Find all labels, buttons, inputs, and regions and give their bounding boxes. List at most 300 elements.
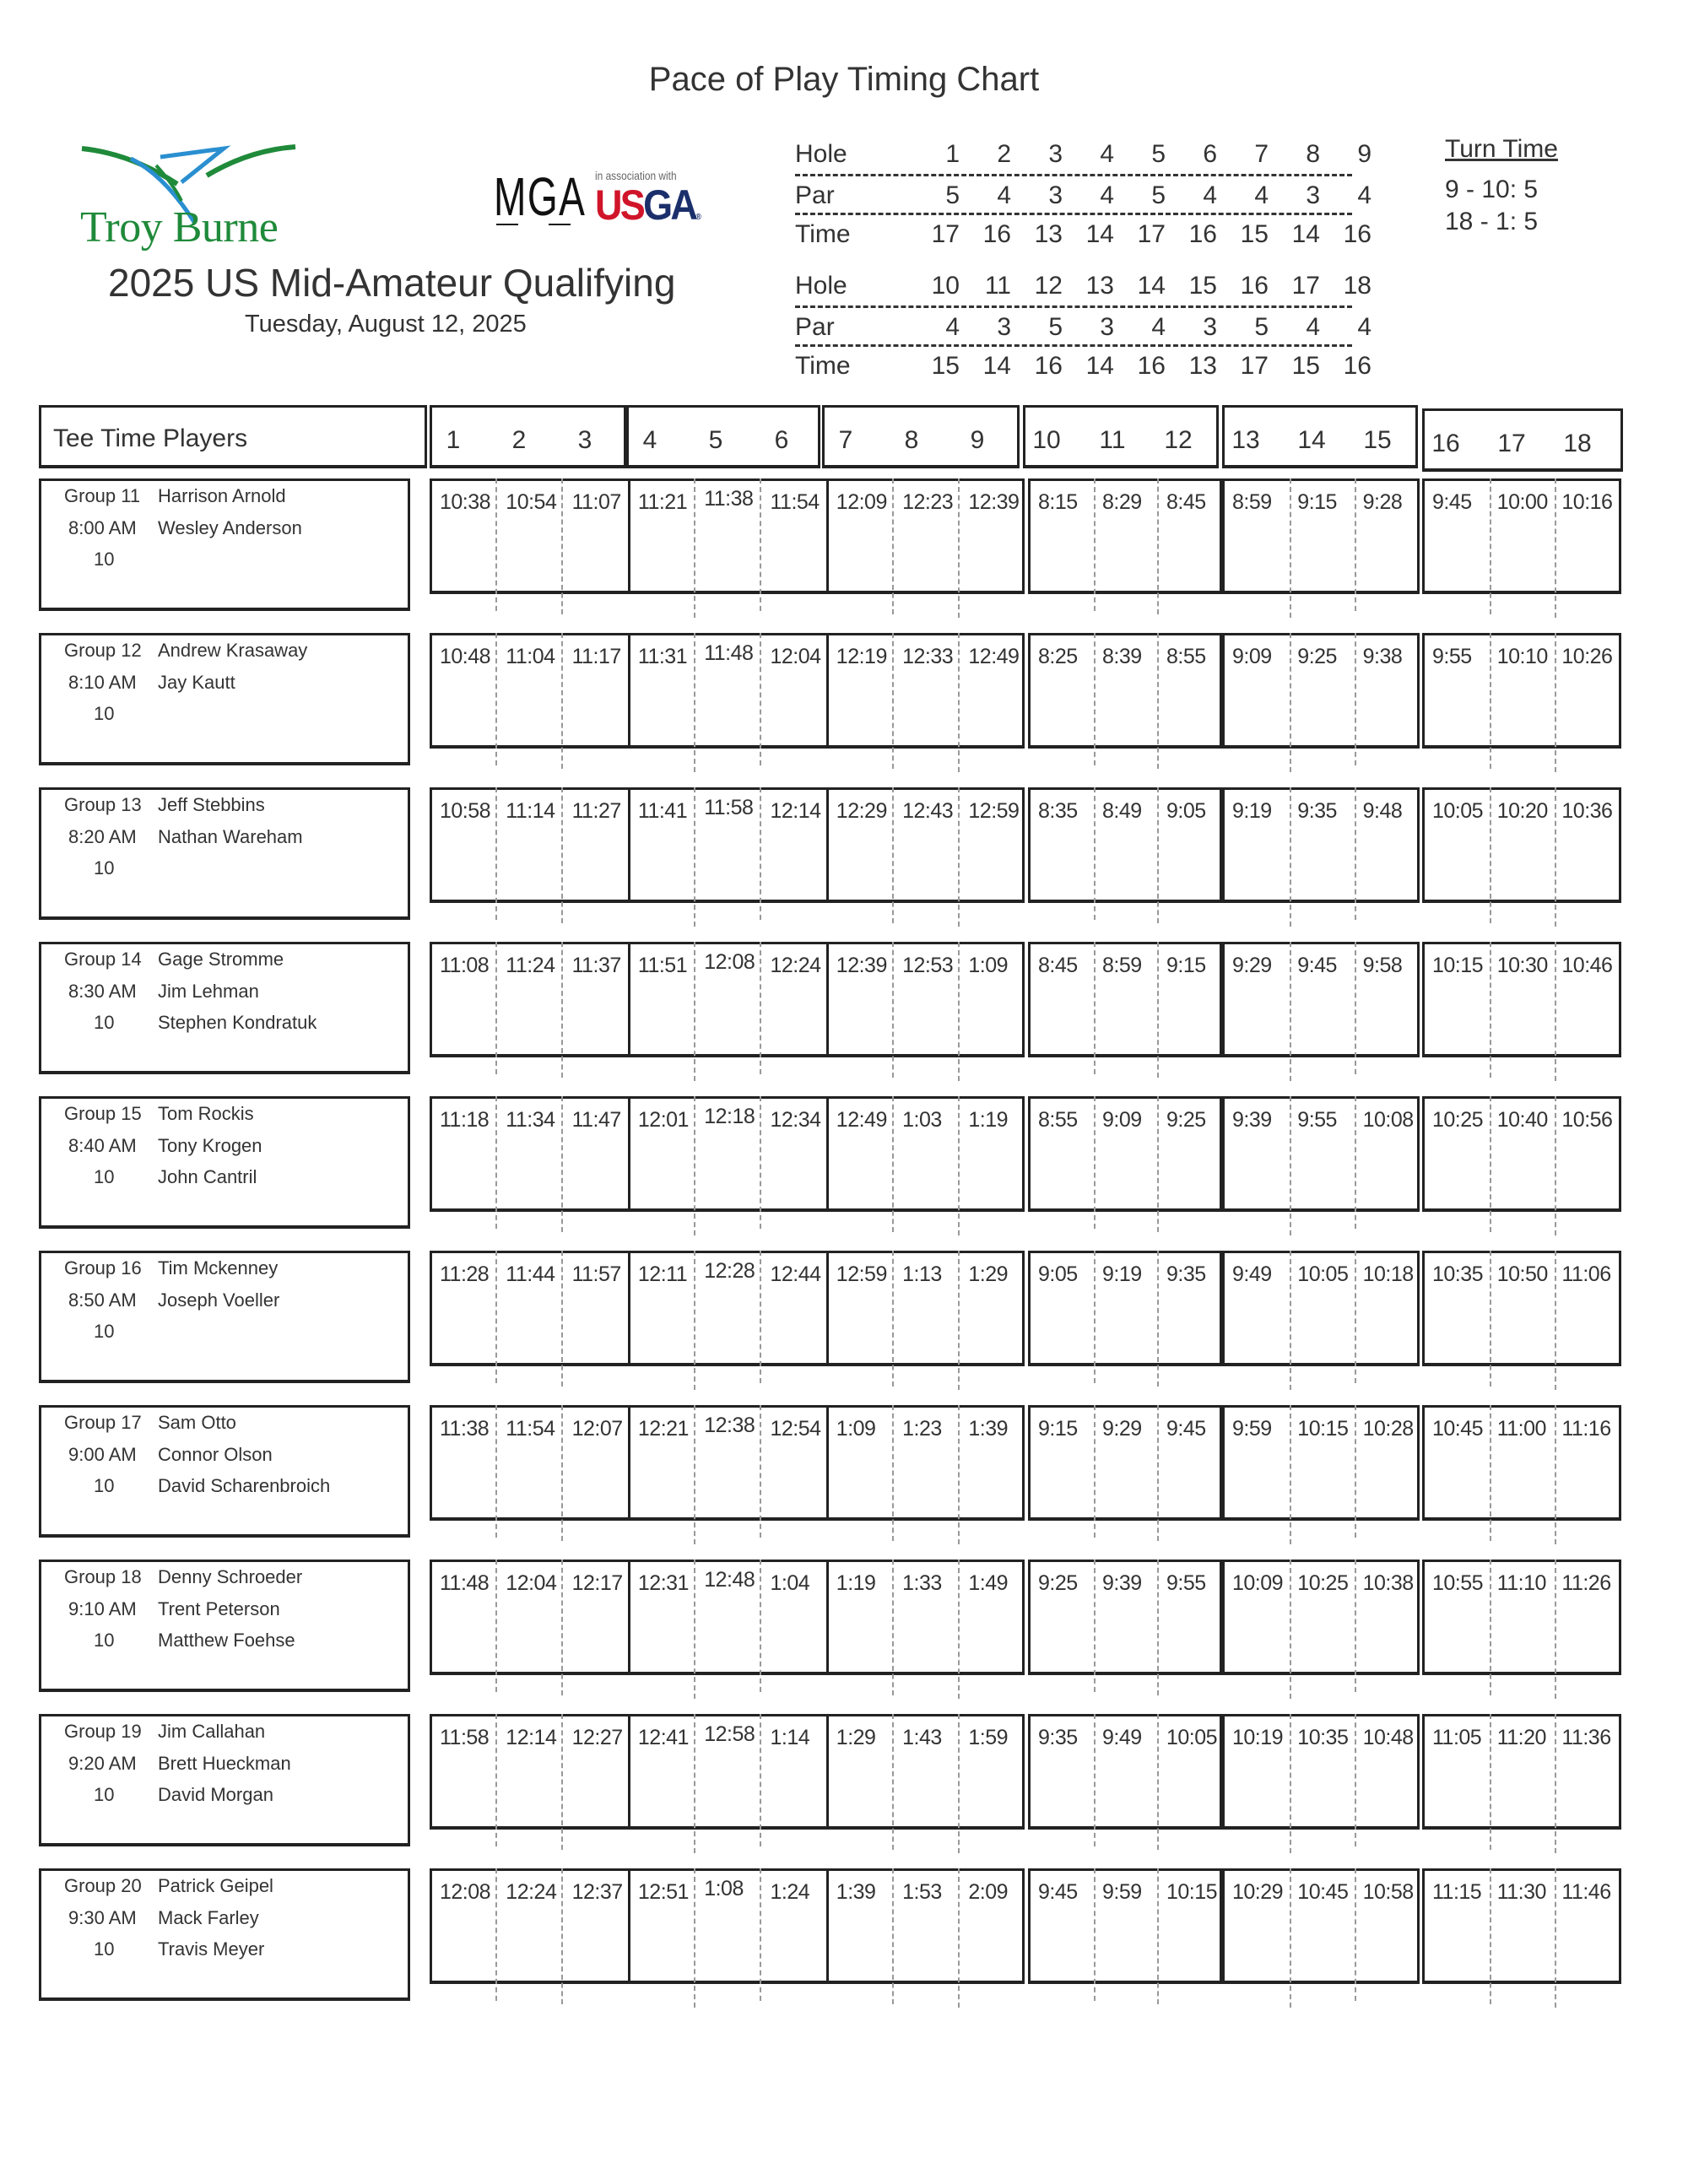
hole-group-divider	[628, 1251, 630, 1366]
tee-time: 8:50 AM	[68, 1289, 137, 1311]
hole-info-value: 5	[1254, 313, 1269, 341]
hole-column-divider	[1355, 1714, 1356, 1846]
hole-target-time: 11:24	[506, 954, 555, 977]
hole-target-time: 9:28	[1362, 490, 1403, 514]
hole-target-time: 9:25	[1166, 1108, 1206, 1132]
hole-target-time: 12:14	[506, 1726, 557, 1749]
hole-target-time: 1:04	[770, 1571, 810, 1595]
hole-info-value: 17	[1137, 220, 1166, 248]
hole-column-divider	[892, 633, 894, 769]
hole-number: 2	[511, 426, 527, 454]
hole-info-value: 4	[1254, 181, 1269, 209]
event-title: 2025 US Mid-Amateur Qualifying	[108, 261, 676, 305]
player-name: Mack Farley	[158, 1907, 259, 1928]
hole-target-time: 12:38	[704, 1414, 755, 1437]
player-name: Trent Peterson	[158, 1598, 280, 1619]
hole-info-label: Hole	[795, 140, 847, 168]
hole-number: 13	[1231, 426, 1260, 454]
hole-target-time: 9:05	[1166, 799, 1206, 823]
hole-target-time: 10:58	[1362, 1880, 1414, 1904]
hole-target-time: 11:46	[1561, 1880, 1611, 1904]
hole-target-time: 10:58	[440, 799, 491, 823]
hole-info-value: 13	[1188, 352, 1217, 380]
hole-target-time: 1:43	[902, 1726, 942, 1749]
hole-target-time: 1:19	[968, 1108, 1009, 1132]
hole-target-time: 8:39	[1102, 645, 1142, 668]
hole-target-time: 12:28	[704, 1259, 755, 1283]
turn-time-line: 9 - 10: 5	[1445, 176, 1539, 203]
hole-target-time: 9:59	[1102, 1880, 1142, 1904]
hole-info-value: 9	[1357, 140, 1372, 168]
group-info-box	[39, 1251, 410, 1383]
hole-info-value: 13	[1085, 272, 1114, 300]
usga-us: US	[595, 181, 644, 229]
group-label: Group 13	[64, 794, 142, 815]
hole-info-value: 16	[1240, 272, 1269, 300]
hole-column-divider	[892, 942, 894, 1078]
hole-target-time: 11:44	[506, 1262, 555, 1286]
hole-group-divider	[628, 1868, 630, 1984]
hole-target-time: 12:53	[902, 954, 954, 977]
hole-info-value: 14	[1137, 272, 1166, 300]
hole-info-row-time	[795, 213, 1372, 251]
hole-info-value: 17	[1291, 272, 1320, 300]
hole-target-time: 10:38	[1362, 1571, 1414, 1595]
hole-column-divider	[561, 1405, 563, 1541]
hole-info-value: 3	[1048, 140, 1063, 168]
hole-target-time: 11:18	[440, 1108, 490, 1132]
hole-target-time: 9:25	[1038, 1571, 1078, 1595]
hole-column-divider	[1157, 1251, 1159, 1387]
start-hole: 10	[94, 1475, 115, 1496]
hole-info-value: 16	[1343, 220, 1372, 248]
usga-logo	[595, 181, 701, 230]
hole-info-value: 16	[1188, 220, 1217, 248]
hole-column-divider	[1490, 1096, 1491, 1232]
hole-info-value: 5	[1151, 181, 1166, 209]
hole-target-time: 10:38	[440, 490, 491, 514]
hole-column-divider	[1094, 942, 1096, 1074]
hole-column-divider	[1355, 1096, 1356, 1229]
hole-column-divider	[1290, 1714, 1291, 1853]
hole-column-divider	[1355, 942, 1356, 1074]
hole-target-time: 10:18	[1362, 1262, 1414, 1286]
player-name: Jim Lehman	[158, 981, 259, 1002]
hole-target-time: 12:58	[704, 1722, 755, 1746]
hole-column-divider	[1490, 942, 1491, 1078]
hole-number: 6	[774, 426, 789, 454]
group-label: Group 12	[64, 640, 142, 661]
hole-column-divider	[694, 1714, 695, 1853]
hole-column-divider	[1157, 1096, 1159, 1232]
hole-target-time: 11:20	[1496, 1726, 1546, 1749]
hole-target-time: 12:31	[637, 1571, 689, 1595]
group-info-box	[39, 1560, 410, 1692]
hole-target-time: 9:05	[1038, 1262, 1078, 1286]
hole-target-time: 10:09	[1232, 1571, 1284, 1595]
hole-target-time: 10:10	[1496, 645, 1548, 668]
hole-column-divider	[694, 478, 695, 618]
hole-target-time: 1:59	[968, 1726, 1009, 1749]
start-hole: 10	[94, 703, 115, 724]
hole-number: 11	[1099, 426, 1126, 454]
player-name: Denny Schroeder	[158, 1566, 303, 1587]
hole-group-divider	[628, 478, 630, 594]
hole-column-divider	[958, 478, 960, 618]
hole-column-divider	[958, 633, 960, 772]
hole-target-time: 11:10	[1496, 1571, 1546, 1595]
hole-target-time: 12:08	[440, 1880, 491, 1904]
hole-group-header-5	[1222, 405, 1418, 468]
hole-column-divider	[561, 1096, 563, 1232]
hole-target-time: 11:34	[506, 1108, 555, 1132]
hole-column-divider	[1555, 1868, 1556, 2008]
hole-column-divider	[760, 1868, 761, 2001]
hole-column-divider	[1094, 1251, 1096, 1383]
hole-info-row-holes	[795, 267, 1372, 305]
hole-target-time: 10:05	[1297, 1262, 1349, 1286]
hole-target-time: 11:30	[1496, 1880, 1546, 1904]
hole-target-time: 12:18	[704, 1105, 755, 1128]
hole-target-time: 11:14	[506, 799, 555, 823]
hole-column-divider	[495, 1405, 497, 1538]
hole-target-time: 11:05	[1432, 1726, 1482, 1749]
hole-column-divider	[1555, 1405, 1556, 1544]
hole-target-time: 11:38	[704, 487, 754, 511]
hole-target-time: 9:35	[1166, 1262, 1206, 1286]
hole-info-value: 3	[1048, 181, 1063, 209]
tee-time: 8:30 AM	[68, 981, 137, 1002]
hole-column-divider	[1555, 1560, 1556, 1699]
hole-target-time: 9:19	[1102, 1262, 1142, 1286]
hole-target-time: 9:15	[1166, 954, 1206, 977]
hole-info-value: 11	[984, 272, 1011, 300]
group-label: Group 16	[64, 1257, 142, 1279]
hole-column-divider	[1094, 1405, 1096, 1538]
hole-target-time: 12:19	[836, 645, 887, 668]
turn-time-line: 18 - 1: 5	[1445, 208, 1539, 235]
hole-column-divider	[1094, 1096, 1096, 1229]
hole-target-time: 10:35	[1432, 1262, 1484, 1286]
hole-target-time: 1:09	[968, 954, 1009, 977]
hole-column-divider	[694, 1251, 695, 1390]
hole-target-time: 1:23	[902, 1417, 942, 1441]
hole-target-time: 12:33	[902, 645, 954, 668]
hole-target-time: 8:55	[1166, 645, 1206, 668]
hole-target-time: 12:54	[770, 1417, 821, 1441]
hole-target-time: 11:51	[637, 954, 688, 977]
hole-column-divider	[1094, 1868, 1096, 2001]
hole-group-header-4	[1023, 405, 1219, 468]
hole-target-time: 12:34	[770, 1108, 821, 1132]
hole-column-divider	[1490, 1868, 1491, 2004]
hole-column-divider	[1355, 1405, 1356, 1538]
hole-group-header-1	[430, 405, 626, 468]
hole-target-time: 11:26	[1561, 1571, 1611, 1595]
hole-column-divider	[892, 1714, 894, 1850]
hole-target-time: 1:33	[902, 1571, 942, 1595]
hole-target-time: 12:14	[770, 799, 821, 823]
hole-target-time: 11:48	[440, 1571, 490, 1595]
hole-target-time: 12:48	[704, 1568, 755, 1592]
hole-column-divider	[892, 478, 894, 614]
hole-column-divider	[694, 787, 695, 927]
group-info-box	[39, 1096, 410, 1229]
hole-target-time: 12:41	[637, 1726, 689, 1749]
hole-target-time: 1:53	[902, 1880, 942, 1904]
turn-time-panel	[1445, 135, 1558, 240]
hole-target-time: 11:07	[571, 490, 621, 514]
turn-time-heading: Turn Time	[1445, 135, 1558, 163]
hole-target-time: 11:21	[637, 490, 688, 514]
usga-ga: GA	[643, 181, 696, 229]
hole-number: 18	[1563, 430, 1592, 457]
hole-target-time: 10:00	[1496, 490, 1548, 514]
hole-info-value: 5	[945, 181, 960, 209]
group-info-box	[39, 478, 410, 611]
hole-column-divider	[892, 1096, 894, 1232]
hole-group-divider	[628, 942, 630, 1057]
hole-info-value: 7	[1254, 140, 1269, 168]
hole-info-front-nine	[795, 135, 1372, 251]
hole-target-time: 10:36	[1561, 799, 1613, 823]
start-hole: 10	[94, 1012, 115, 1033]
hole-column-divider	[1290, 478, 1291, 618]
hole-target-time: 9:25	[1297, 645, 1337, 668]
hole-info-value: 2	[997, 140, 1011, 168]
hole-target-time: 12:04	[506, 1571, 557, 1595]
hole-info-value: 4	[1357, 313, 1372, 341]
hole-column-divider	[1157, 478, 1159, 614]
hole-column-divider	[495, 1560, 497, 1692]
hole-target-time: 9:15	[1038, 1417, 1078, 1441]
start-hole: 10	[94, 1630, 115, 1651]
hole-target-time: 10:25	[1297, 1571, 1349, 1595]
hole-info-row-time	[795, 344, 1372, 383]
hole-group-divider	[826, 787, 829, 903]
hole-column-divider	[1157, 1714, 1159, 1850]
hole-target-time: 9:35	[1297, 799, 1337, 823]
hole-info-value: 5	[1048, 313, 1063, 341]
hole-column-divider	[760, 942, 761, 1074]
hole-target-time: 11:27	[571, 799, 621, 823]
hole-target-time: 10:26	[1561, 645, 1613, 668]
hole-target-time: 9:35	[1038, 1726, 1078, 1749]
hole-target-time: 10:20	[1496, 799, 1548, 823]
hole-column-divider	[495, 1714, 497, 1846]
hole-number: 3	[577, 426, 592, 454]
usga-reg: ®	[695, 213, 701, 222]
hole-target-time: 12:09	[836, 490, 887, 514]
player-name: David Morgan	[158, 1784, 273, 1805]
hole-info-value: 6	[1203, 140, 1217, 168]
hole-target-time: 10:19	[1232, 1726, 1284, 1749]
hole-column-divider	[1490, 787, 1491, 923]
hole-target-time: 12:59	[836, 1262, 887, 1286]
hole-target-time: 10:55	[1432, 1571, 1484, 1595]
hole-target-time: 9:59	[1232, 1417, 1272, 1441]
hole-target-time: 9:39	[1232, 1108, 1272, 1132]
hole-info-value: 1	[945, 140, 960, 168]
group-label: Group 20	[64, 1875, 142, 1896]
hole-column-divider	[1094, 1560, 1096, 1692]
hole-target-time: 12:08	[704, 950, 755, 974]
hole-target-time: 8:59	[1232, 490, 1272, 514]
hole-column-divider	[1355, 478, 1356, 611]
event-date: Tuesday, August 12, 2025	[245, 311, 527, 338]
hole-group-divider	[628, 1714, 630, 1830]
hole-target-time: 10:56	[1561, 1108, 1613, 1132]
hole-target-time: 12:43	[902, 799, 954, 823]
hole-column-divider	[760, 1251, 761, 1383]
hole-target-time: 1:19	[836, 1571, 876, 1595]
hole-target-time: 10:35	[1297, 1726, 1349, 1749]
hole-target-time: 12:39	[968, 490, 1020, 514]
hole-info-label: Hole	[795, 272, 847, 300]
hole-group-divider	[826, 1714, 829, 1830]
hole-target-time: 10:46	[1561, 954, 1613, 977]
hole-target-time: 12:21	[637, 1417, 689, 1441]
group-info-box	[39, 1714, 410, 1846]
hole-info-value: 18	[1343, 272, 1372, 300]
hole-target-time: 10:16	[1561, 490, 1613, 514]
hole-target-time: 10:29	[1232, 1880, 1284, 1904]
hole-target-time: 8:55	[1038, 1108, 1078, 1132]
hole-column-divider	[561, 787, 563, 923]
mga-logo: MGA	[494, 166, 587, 227]
association-text: in association with	[595, 169, 677, 182]
hole-target-time: 10:45	[1432, 1417, 1484, 1441]
hole-column-divider	[1094, 1714, 1096, 1846]
hole-number: 12	[1164, 426, 1193, 454]
hole-target-time: 11:58	[704, 796, 754, 819]
hole-group-divider	[628, 787, 630, 903]
hole-column-divider	[1490, 633, 1491, 769]
hole-target-time: 12:49	[836, 1108, 887, 1132]
hole-target-time: 12:37	[571, 1880, 623, 1904]
hole-column-divider	[1094, 787, 1096, 920]
hole-target-time: 9:48	[1362, 799, 1403, 823]
hole-target-time: 9:15	[1297, 490, 1337, 514]
hole-column-divider	[1157, 1868, 1159, 2004]
group-label: Group 17	[64, 1412, 142, 1433]
hole-target-time: 10:05	[1432, 799, 1484, 823]
hole-target-time: 9:45	[1038, 1880, 1078, 1904]
hole-column-divider	[495, 1868, 497, 2001]
hole-target-time: 11:57	[571, 1262, 621, 1286]
hole-group-header-3	[822, 405, 1020, 468]
hole-target-time: 12:17	[571, 1571, 623, 1595]
hole-group-header-2	[626, 405, 820, 468]
hole-target-time: 11:47	[571, 1108, 621, 1132]
hole-number: 8	[904, 426, 919, 454]
player-name: Harrison Arnold	[158, 485, 286, 506]
player-name: Wesley Anderson	[158, 517, 302, 538]
hole-column-divider	[561, 1560, 563, 1695]
hole-column-divider	[760, 1714, 761, 1846]
hole-info-value: 16	[1137, 352, 1166, 380]
hole-target-time: 1:03	[902, 1108, 942, 1132]
hole-target-time: 12:23	[902, 490, 954, 514]
player-name: Tim Mckenney	[158, 1257, 279, 1279]
group-info-box	[39, 787, 410, 920]
player-name: Brett Hueckman	[158, 1753, 291, 1774]
hole-column-divider	[495, 1251, 497, 1383]
hole-target-time: 11:17	[571, 645, 621, 668]
hole-info-value: 17	[1240, 352, 1269, 380]
hole-column-divider	[892, 1251, 894, 1387]
hole-target-time: 11:58	[440, 1726, 490, 1749]
player-name: Connor Olson	[158, 1444, 273, 1465]
hole-info-value: 3	[1203, 313, 1217, 341]
hole-target-time: 10:28	[1362, 1417, 1414, 1441]
hole-target-time: 1:14	[770, 1726, 810, 1749]
hole-info-value: 16	[1343, 352, 1372, 380]
hole-column-divider	[694, 1096, 695, 1235]
player-name: Joseph Voeller	[158, 1289, 280, 1311]
hole-column-divider	[495, 633, 497, 765]
hole-target-time: 12:39	[836, 954, 887, 977]
hole-target-time: 11:16	[1561, 1417, 1611, 1441]
hole-info-value: 4	[1100, 181, 1114, 209]
hole-target-time: 11:48	[704, 641, 754, 665]
hole-target-time: 10:15	[1432, 954, 1484, 977]
hole-info-row-holes	[795, 135, 1372, 174]
hole-column-divider	[1157, 787, 1159, 923]
hole-target-time: 9:45	[1297, 954, 1337, 977]
hole-info-value: 4	[945, 313, 960, 341]
start-hole: 10	[94, 1784, 115, 1805]
header-tee-time-players: Tee Time Players	[39, 405, 427, 468]
hole-group-divider	[826, 942, 829, 1057]
hole-target-time: 9:55	[1432, 645, 1472, 668]
hole-info-row-par	[795, 174, 1372, 213]
hole-target-time: 1:29	[836, 1726, 876, 1749]
hole-group-divider	[826, 1096, 829, 1212]
hole-column-divider	[1157, 942, 1159, 1078]
hole-target-time: 12:49	[968, 645, 1020, 668]
hole-target-time: 12:01	[637, 1108, 689, 1132]
hole-target-time: 9:58	[1362, 954, 1403, 977]
hole-target-time: 12:44	[770, 1262, 821, 1286]
hole-column-divider	[1157, 633, 1159, 769]
hole-info-label: Par	[795, 313, 835, 341]
tee-time: 8:00 AM	[68, 517, 137, 538]
hole-column-divider	[1157, 1560, 1159, 1695]
hole-target-time: 12:24	[506, 1880, 557, 1904]
tee-time: 8:10 AM	[68, 672, 137, 693]
hole-info-value: 4	[997, 181, 1011, 209]
hole-info-value: 4	[1203, 181, 1217, 209]
hole-info-value: 12	[1034, 272, 1063, 300]
hole-info-value: 4	[1306, 313, 1320, 341]
player-name: Patrick Geipel	[158, 1875, 273, 1896]
hole-number: 14	[1297, 426, 1326, 454]
hole-column-divider	[1355, 1251, 1356, 1383]
group-info-box	[39, 1405, 410, 1538]
hole-column-divider	[1490, 1560, 1491, 1695]
hole-target-time: 1:09	[836, 1417, 876, 1441]
hole-column-divider	[1290, 1405, 1291, 1544]
hole-target-time: 9:29	[1232, 954, 1272, 977]
hole-number: 15	[1363, 426, 1392, 454]
group-label: Group 14	[64, 949, 142, 970]
hole-target-time: 1:24	[770, 1880, 810, 1904]
hole-group-divider	[826, 1251, 829, 1366]
hole-target-time: 9:38	[1362, 645, 1403, 668]
hole-column-divider	[495, 942, 497, 1074]
hole-column-divider	[1290, 633, 1291, 772]
